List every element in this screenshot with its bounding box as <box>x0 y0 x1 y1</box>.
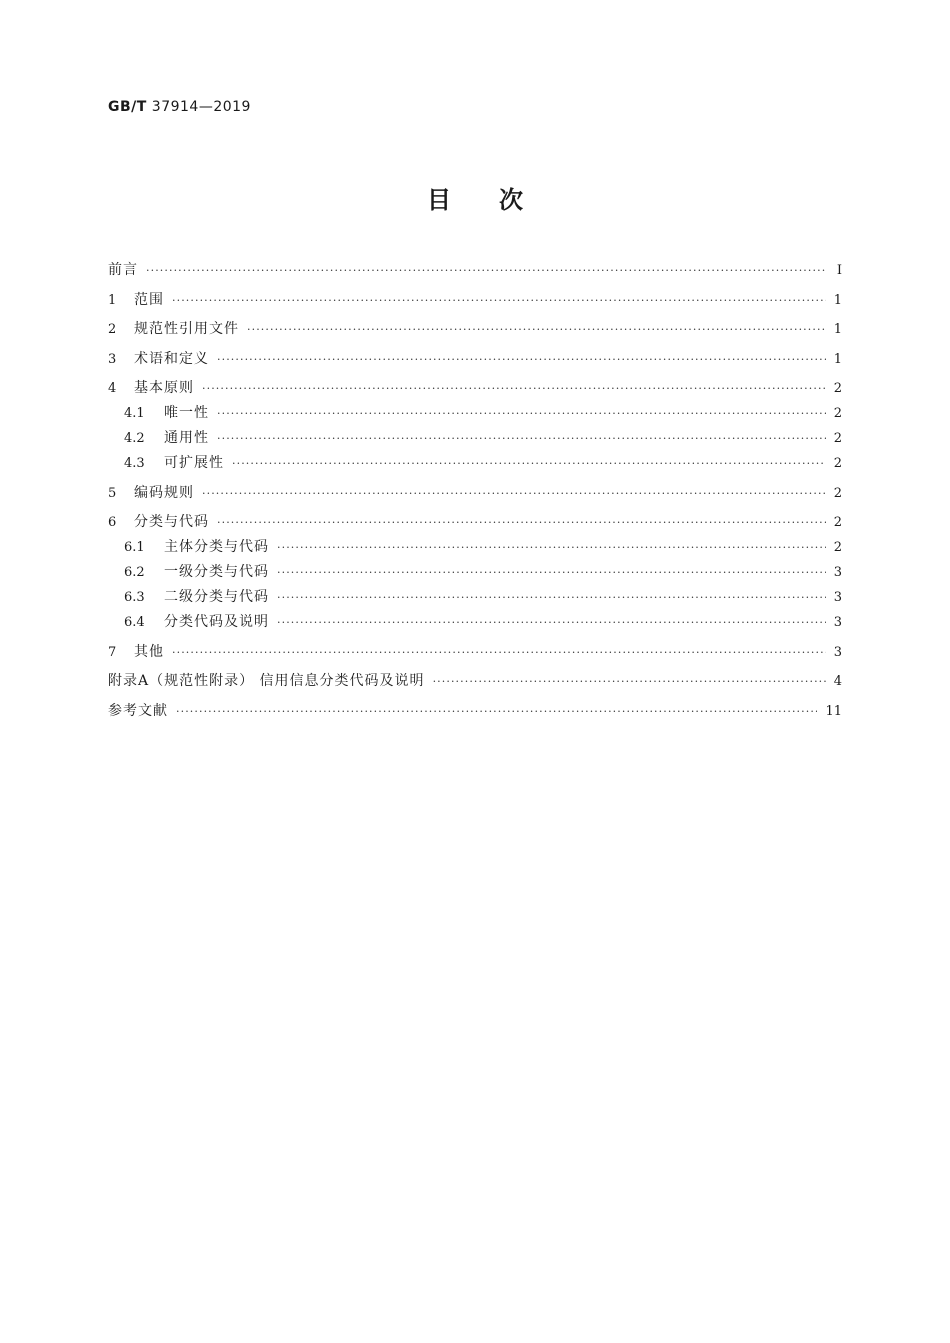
toc-entry-label: 一级分类与代码 <box>164 564 269 580</box>
toc-leader-dots <box>277 610 826 635</box>
toc-entry-label: 其他 <box>134 643 164 660</box>
standard-number: 37914—2019 <box>151 99 251 115</box>
toc-entry-page: 4 <box>833 674 842 689</box>
toc-entry-page: 2 <box>833 485 842 501</box>
toc-entry-label: 基本原则 <box>134 380 194 396</box>
toc-entry-page: 2 <box>833 540 842 555</box>
toc-leader-dots <box>172 640 826 665</box>
toc-entry[interactable] <box>108 535 842 560</box>
toc-entry-page: 1 <box>833 351 842 367</box>
toc-entry-label: 分类与代码 <box>134 514 209 530</box>
toc-entry-number: 6.1 <box>124 540 145 555</box>
toc-entry-number: 1 <box>108 292 117 308</box>
toc-entry-label: 附录A（规范性附录） 信用信息分类代码及说明 <box>108 673 425 689</box>
toc-entry-page: Ⅰ <box>836 263 842 278</box>
page-title: 目次 <box>427 186 571 214</box>
toc-entry-label: 范围 <box>134 291 164 308</box>
toc-entry[interactable] <box>108 510 842 535</box>
toc-entry-page: 2 <box>833 381 842 396</box>
toc-entry[interactable] <box>108 258 842 283</box>
toc-entry[interactable] <box>108 401 842 426</box>
toc-entry-label: 通用性 <box>164 430 209 446</box>
toc-entry[interactable] <box>108 376 842 401</box>
toc-entry-label: 规范性引用文件 <box>134 321 239 337</box>
toc-entry-page: 3 <box>833 615 842 630</box>
toc-leader-dots <box>277 585 826 610</box>
toc-entry-page: 3 <box>833 644 842 660</box>
toc-leader-dots <box>217 426 826 451</box>
toc-entry-page: 11 <box>825 703 842 719</box>
toc-leader-dots <box>277 535 826 560</box>
toc-entry-page: 1 <box>833 322 842 337</box>
toc-entry-number: 4.1 <box>124 406 145 421</box>
toc-entry-number: 6.3 <box>124 590 145 605</box>
toc-entry-page: 1 <box>833 292 842 308</box>
toc-entry[interactable] <box>108 288 842 313</box>
toc-leader-dots <box>146 258 826 283</box>
toc-entry-page: 3 <box>833 565 842 580</box>
toc-entry[interactable] <box>108 481 842 506</box>
toc-entry-number: 3 <box>108 351 117 367</box>
toc-leader-dots <box>277 560 826 585</box>
toc-leader-dots <box>217 510 826 535</box>
toc-leader-dots <box>217 347 826 372</box>
toc-entry-label: 分类代码及说明 <box>164 614 269 630</box>
toc-entry-label: 主体分类与代码 <box>164 539 269 555</box>
toc-entry[interactable] <box>108 610 842 635</box>
toc-entry-number: 6.2 <box>124 565 145 580</box>
toc-leader-dots <box>247 317 826 342</box>
toc-entry-label: 可扩展性 <box>164 455 224 471</box>
toc-entry-page: 3 <box>833 590 842 605</box>
toc-entry-label: 参考文献 <box>108 702 168 719</box>
toc-entry-label: 前言 <box>108 262 138 278</box>
toc-entry[interactable] <box>108 669 842 694</box>
toc-entry-number: 6.4 <box>124 615 145 630</box>
toc-entry-label: 二级分类与代码 <box>164 589 269 605</box>
toc-entry-number: 7 <box>108 644 117 660</box>
toc-leader-dots <box>232 451 826 476</box>
standard-prefix: GB/T <box>108 99 147 115</box>
toc-entry-page: 2 <box>833 406 842 421</box>
toc-entry[interactable] <box>108 317 842 342</box>
toc-entry-label: 术语和定义 <box>134 350 209 367</box>
toc-leader-dots <box>202 376 826 401</box>
toc-entry-number: 2 <box>108 322 117 337</box>
toc-entry-number: 4.2 <box>124 431 145 446</box>
toc-entry[interactable] <box>108 585 842 610</box>
toc-entry[interactable] <box>108 699 842 724</box>
toc-entry-page: 2 <box>833 456 842 471</box>
toc-leader-dots <box>172 288 826 313</box>
toc-entry-label: 唯一性 <box>164 405 209 421</box>
toc-entry[interactable] <box>108 451 842 476</box>
toc-entry-number: 4.3 <box>124 456 145 471</box>
toc-leader-dots <box>433 669 826 694</box>
toc-entry[interactable] <box>108 426 842 451</box>
toc-entry-page: 2 <box>833 431 842 446</box>
toc-entry-number: 5 <box>108 485 117 501</box>
toc-entry-page: 2 <box>833 515 842 530</box>
toc-leader-dots <box>217 401 826 426</box>
toc-entry[interactable] <box>108 347 842 372</box>
toc-entry-number: 6 <box>108 515 117 530</box>
toc-entry[interactable] <box>108 560 842 585</box>
toc-entry[interactable] <box>108 640 842 665</box>
toc-entry-number: 4 <box>108 381 117 396</box>
toc-leader-dots <box>176 699 817 724</box>
toc-entry-label: 编码规则 <box>134 484 194 501</box>
table-of-contents <box>108 258 842 724</box>
toc-leader-dots <box>202 481 826 506</box>
standard-code <box>108 99 251 115</box>
